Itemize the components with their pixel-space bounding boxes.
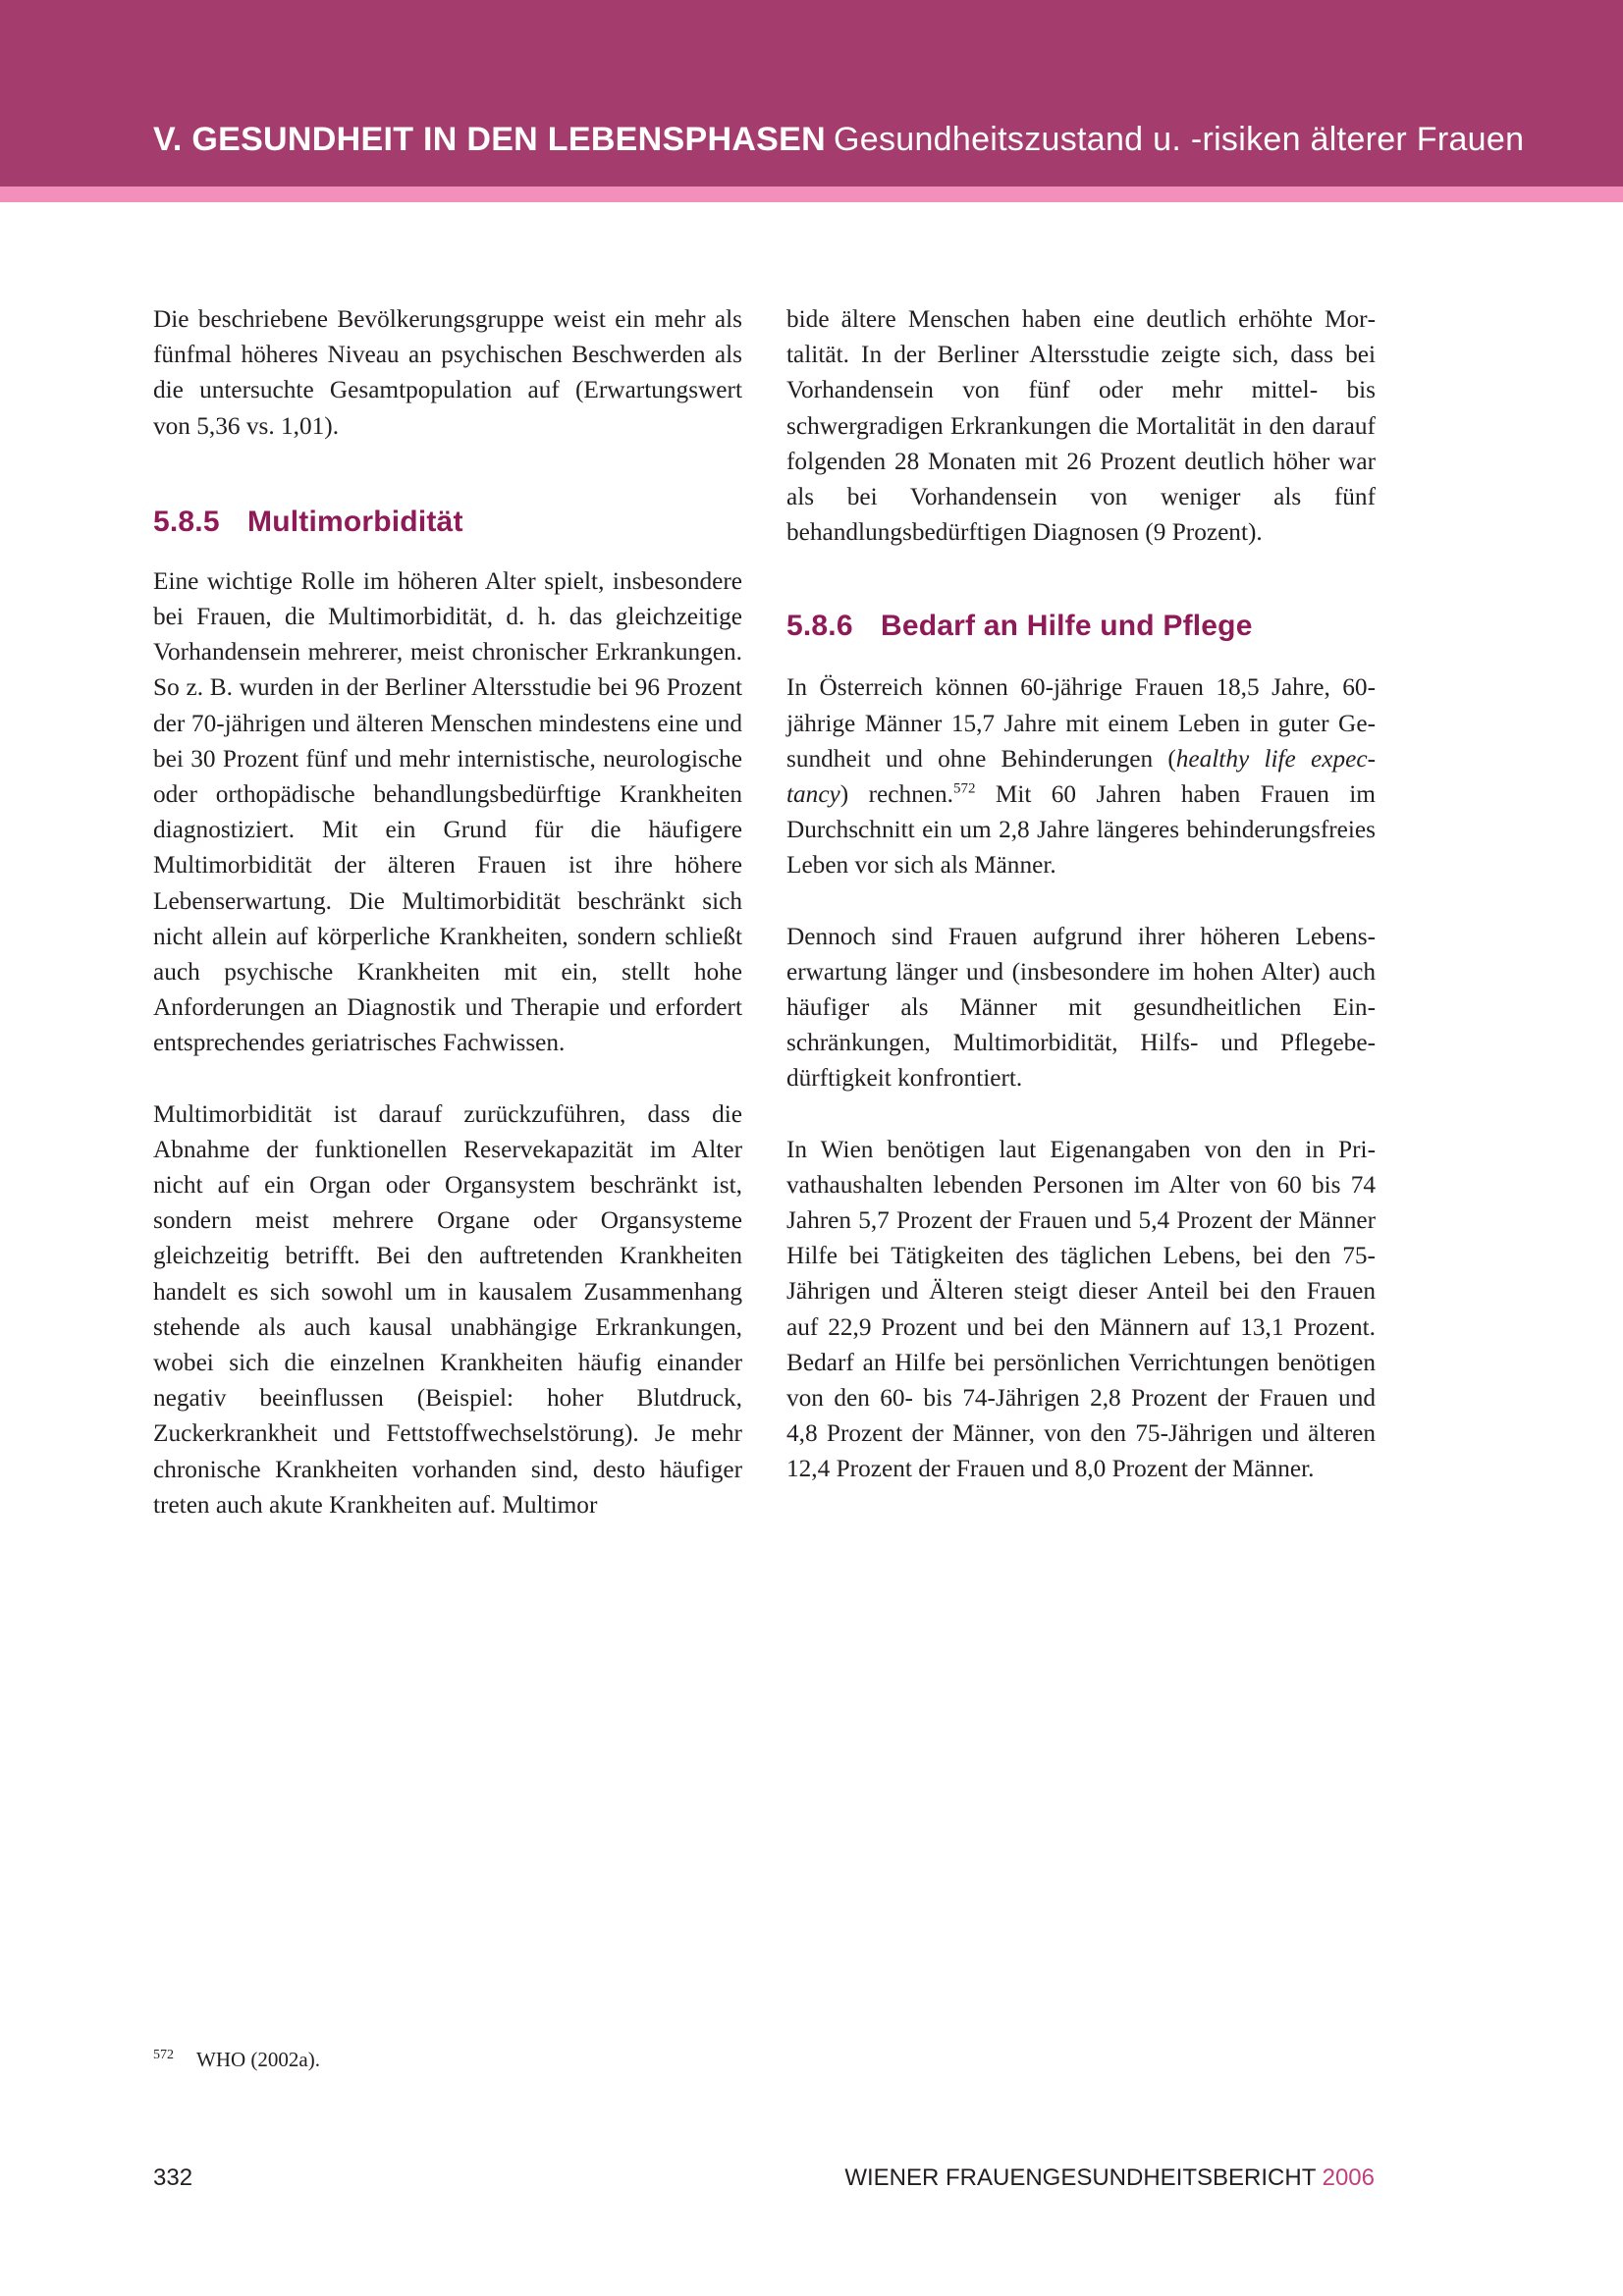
section-heading-bedarf (786, 609, 1376, 644)
body-paragraph: Eine wichtige Rolle im höheren Alter spielt, insbesondere bei Frauen, die Multimorbidität, d. h. das gleichzeitige Vorhandensein mehrerer, meist chronischer Erkrankungen. So z. B. wurden in der Berliner Altersstudie bei 96 Prozent der 70-jährigen und älteren Menschen mindestens eine und bei 30 Prozent fünf und mehr internistische, neurologische oder orthopädische behandlungsbedürftige Krankheiten diagnostiziert. Mit ein Grund für die häufigere Multimorbidität der älteren Frauen ist ihre höhere Lebenserwartung. Die Multimorbidität beschränkt sich nicht allein auf körperliche Krankheiten, sondern schließt auch psychische Krankheiten mit ein, stellt hohe Anforderungen an Diagnostik und Therapie und erfordert entsprechendes geriatrisches Fachwissen. (153, 566, 742, 1057)
footnote-text: WHO (2002a). (196, 2048, 320, 2071)
footnote: 572 WHO (2002a). (153, 2048, 320, 2071)
chapter-title: V. GESUNDHEIT IN DEN LEBENSPHASEN (153, 121, 826, 158)
right-column (786, 301, 1376, 1487)
text-run: Mit 60 Jahren haben Frauen im Durchschnitt ein um 2,8 Jahre längeres behinderungsfreies Leben vor sich als Männer. (786, 780, 1376, 880)
intro-paragraph: Die beschriebene Bevölkerungsgruppe weist ein mehr als fünfmal höheres Niveau an psychischen Beschwerden als die untersuchte Gesamtpopulation auf (Erwartungswert von 5,36 vs. 1,01). (153, 305, 742, 440)
body-paragraph: bide ältere Menschen haben eine deutlich erhöhte Mortalität. In der Berliner Altersstudie zeigte sich, dass bei Vorhandensein von fünf oder mehr mittel- bis schwergradigen Erkrankungen die Mortalität in den darauf folgenden 28 Monaten mit 26 Prozent deutlich höher war als bei Vorhandensein von weniger als fünf behandlungsbedürftigen Diagnosen (9 Prozent). (786, 305, 1376, 547)
italic-term: healthy life expectancy (786, 744, 1376, 809)
report-title: WIENER FRAUENGESUNDHEITSBERICHT (844, 2164, 1316, 2191)
left-column (153, 301, 742, 1522)
header-stripe (0, 187, 1623, 202)
body-paragraph: Multimorbidität ist darauf zurückzuführen, dass die Abnahme der funktionellen Reservekapazität im Alter nicht auf ein Organ oder Organsystem beschränkt ist, sondern meist mehrere Organe oder Organsysteme gleichzeitig betrifft. Bei den auftretenden Krankheiten handelt es sich sowohl um in kausalem Zusammenhang stehende als auch kausal unabhängige Erkrankungen, wobei sich die einzelnen Krankheiten häufig einander negativ beeinflussen (Beispiel: hoher Blutdruck, Zuckerkrankheit und Fettstoffwechselstörung). Je mehr chronische Krankheiten vorhanden sind, desto häufiger treten auch akute Krankheiten auf. Multimor (153, 1099, 742, 1519)
section-number: 5.8.5 (153, 505, 220, 538)
section-heading-multimorbiditaet (153, 505, 742, 540)
body-paragraph (786, 669, 1376, 882)
footnote-reference[interactable]: 572 (952, 780, 976, 797)
body-paragraph: In Wien benötigen laut Eigenangaben von den in Privathaushalten lebenden Personen im Alter von 60 bis 74 Jahren 5,7 Prozent der Frauen und 5,4 Prozent der Männer Hilfe bei Tätigkeiten des täglichen Lebens, bei den 75-Jährigen und Älteren steigt dieser Anteil bei den Frauen auf 22,9 Prozent und bei den Männern auf 13,1 Prozent. Bedarf an Hilfe bei persönlichen Verrichtungen benötigen von den 60- bis 74-Jährigen 2,8 Prozent der Frauen und 4,8 Prozent der Männer, von den 75-Jährigen und älteren 12,4 Prozent der Frauen und 8,0 Prozent der Männer. (786, 1135, 1376, 1483)
running-header (153, 120, 1525, 159)
body-paragraph: Dennoch sind Frauen aufgrund ihrer höheren Lebenserwartung länger und (insbesondere im hohen Alter) auch häufiger als Männer mit gesundheitlichen Einschränkungen, Multimorbidität, Hilfs- und Pflegebedürftigkeit konfrontiert. (786, 922, 1376, 1093)
section-title: Multimorbidität (247, 505, 463, 538)
text-run: ) rechnen. (839, 780, 953, 809)
page-number: 332 (153, 2164, 193, 2191)
section-title: Bedarf an Hilfe und Pflege (881, 610, 1253, 643)
section-number: 5.8.6 (786, 610, 853, 643)
footer-report-title (844, 2163, 1375, 2193)
chapter-subtitle: Gesundheitszustand u. -risiken älterer Frauen (834, 121, 1525, 158)
report-year: 2006 (1322, 2164, 1375, 2191)
text-run: In Österreich können 60-jährige Frauen 18,5 Jahre, 60-jährige Männer 15,7 Jahre mit einem Leben in guter Gesundheit und ohne Behinderungen ( (786, 673, 1376, 773)
